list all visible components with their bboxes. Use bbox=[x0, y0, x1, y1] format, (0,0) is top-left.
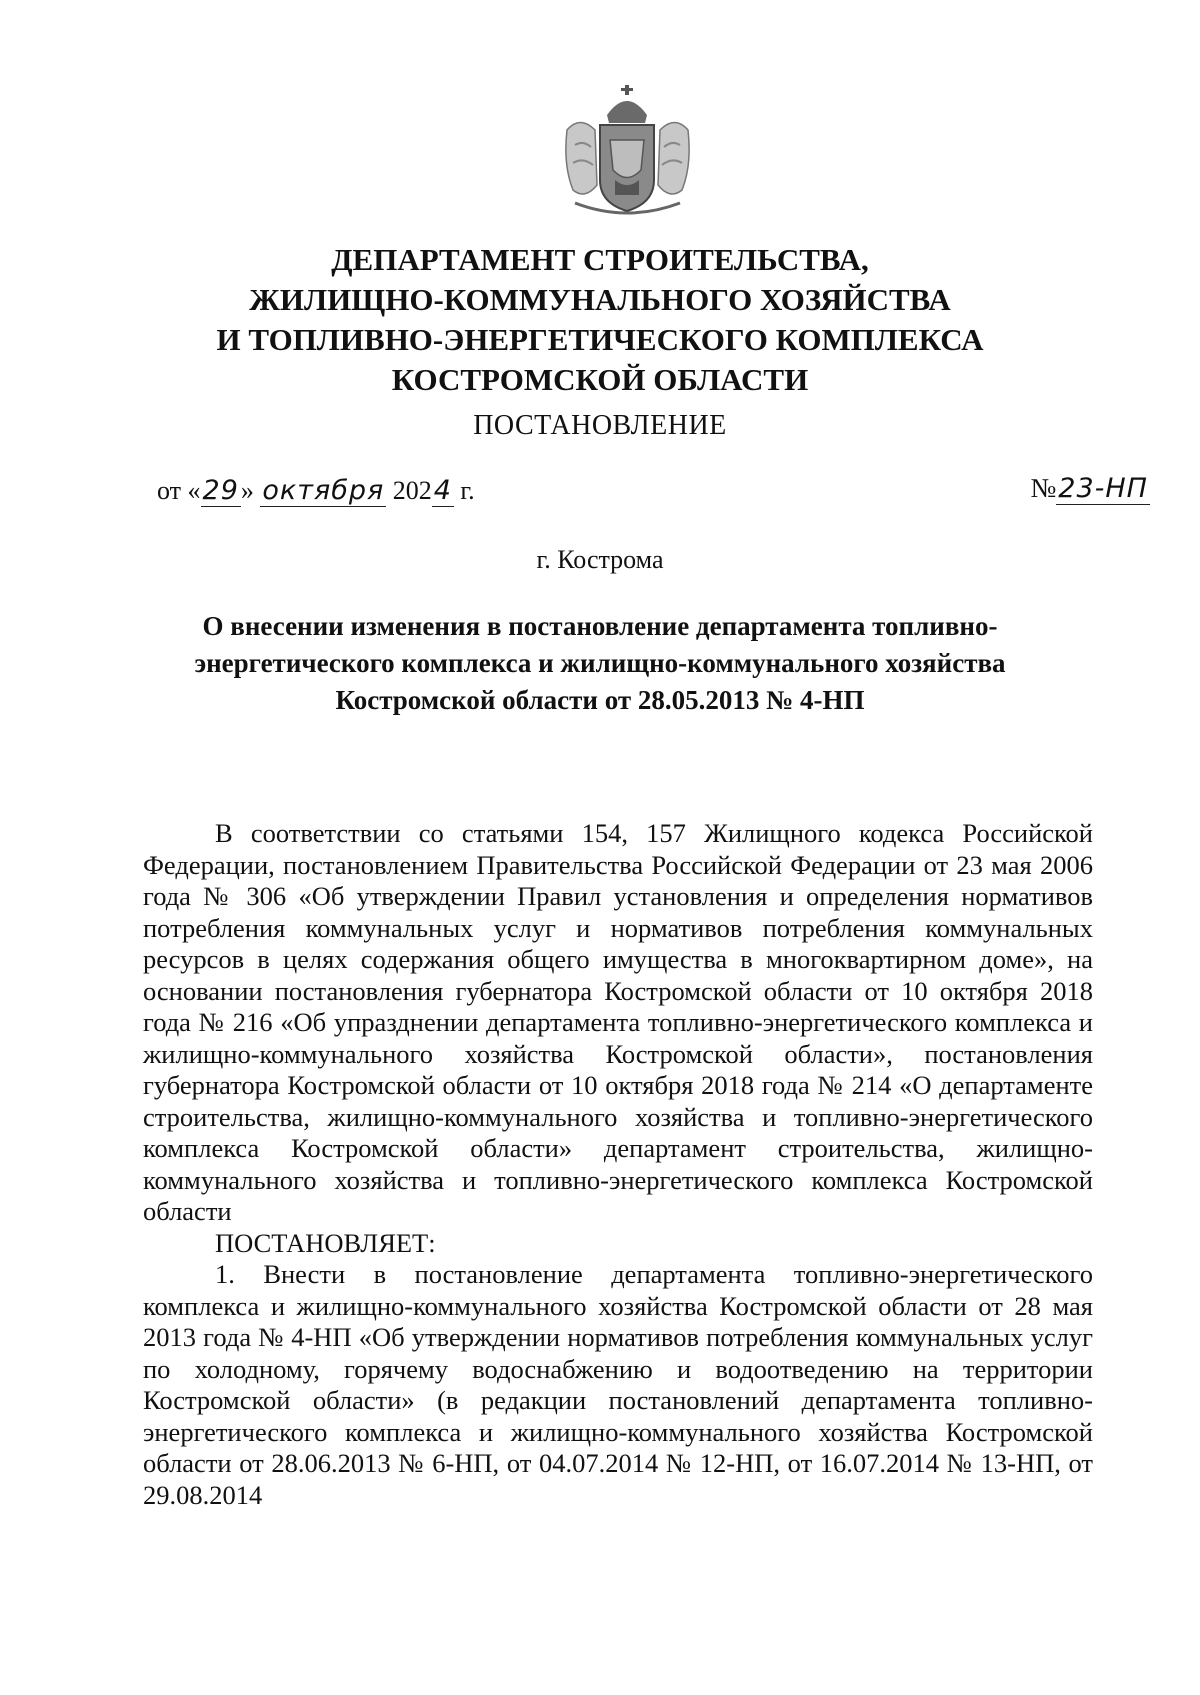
date-suffix: г. bbox=[460, 476, 475, 505]
date-separator: » bbox=[240, 476, 254, 505]
city: г. Кострома bbox=[536, 545, 664, 574]
document-number bbox=[1031, 473, 1150, 504]
document-type: ПОСТАНОВЛЕНИЕ bbox=[473, 410, 727, 441]
date-year-handwritten: 4 bbox=[433, 475, 452, 506]
date-year-prefix: 202 bbox=[392, 476, 432, 505]
decree-word: ПОСТАНОВЛЯЕТ: bbox=[215, 1227, 436, 1258]
department-name-line: И ТОПЛИВНО-ЭНЕРГЕТИЧЕСКОГО КОМПЛЕКСА bbox=[216, 322, 984, 357]
document-date bbox=[157, 475, 475, 506]
department-name-line: КОСТРОМСКОЙ ОБЛАСТИ bbox=[391, 362, 809, 397]
preamble-paragraph: В соответствии со статьями 154, 157 Жилищного кодекса Российской Федерации, постановлением Правительства Российской Федерации от 23 мая 2006 года № 306 «Об утверждении Правил установления и определения нормативов потребления коммунальных услуг и нормативов потребления коммунальных ресурсов в целях содержания общего имущества в многоквартирном доме», на основании постановления губернатора Костромской области от 10 октября 2018 года № 216 «Об упразднении департамента топливно-энергетического комплекса и жилищно-коммунального хозяйства Костромской области», постановления губернатора Костромской области от 10 октября 2018 года № 214 «О департаменте строительства, жилищно-коммунального хозяйства и топливно-энергетического комплекса Костромской области» департамент строительства, жилищно-коммунального хозяйства и топливно-энергетического комплекса Костромской области bbox=[143, 818, 1093, 1226]
document-body bbox=[143, 818, 1093, 1511]
number-handwritten: 23-НП bbox=[1058, 473, 1148, 504]
item-1-paragraph: 1. Внести в постановление департамента топливно-энергетического комплекса и жилищно-коммунального хозяйства Костромской области от 28 мая 2013 года № 4-НП «Об утверждении нормативов потребления коммунальных услуг по холодному, горячему водоснабжению и водоотведению на территории Костромской области» (в редакции постановлений департамента топливно-энергетического комплекса и жилищно-коммунального хозяйства Костромской области от 28.06.2013 № 6-НП, от 04.07.2014 № 12-НП, от 16.07.2014 № 13-НП, от 29.08.2014 bbox=[143, 1259, 1093, 1510]
title-line: О внесении изменения в постановление департамента топливно- bbox=[202, 611, 998, 641]
title-line: Костромской области от 28.05.2013 № 4-НП bbox=[335, 685, 865, 715]
department-name bbox=[200, 240, 1000, 400]
date-month-handwritten: октября bbox=[262, 475, 385, 506]
document-title bbox=[150, 608, 1050, 719]
number-prefix: № bbox=[1030, 473, 1057, 503]
date-prefix: от « bbox=[157, 476, 201, 505]
department-name-line: ДЕПАРТАМЕНТ СТРОИТЕЛЬСТВА, bbox=[331, 242, 869, 277]
date-day-handwritten: 29 bbox=[202, 475, 239, 506]
title-line: энергетического комплекса и жилищно-коммунального хозяйства bbox=[194, 648, 1006, 678]
department-name-line: ЖИЛИЩНО-КОММУНАЛЬНОГО ХОЗЯЙСТВА bbox=[249, 282, 951, 317]
coat-of-arms-icon bbox=[555, 85, 700, 220]
